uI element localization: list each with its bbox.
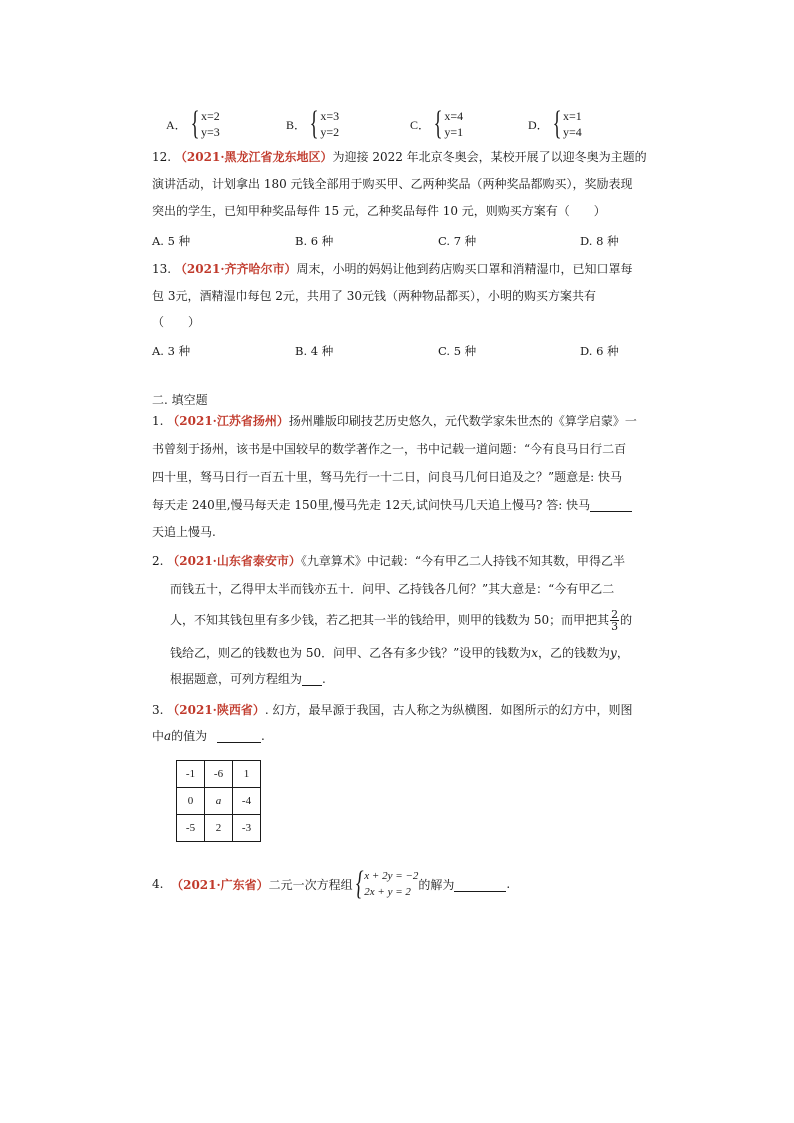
- f1-line-5: 天追上慢马.: [152, 525, 216, 539]
- f2-line-5: 根据题意，可列方程组为 .: [170, 672, 326, 686]
- f3-source: （2021·陕西省）: [167, 703, 265, 717]
- magic-cell: 0: [177, 788, 205, 815]
- magic-cell: -6: [205, 761, 233, 788]
- brace-icon: {: [433, 105, 443, 142]
- q13-source: （2021·齐齐哈尔市）: [174, 262, 297, 276]
- q11-option-c: C． { x=4 y=1: [410, 105, 464, 142]
- f4-source: （2021·广东省）: [171, 877, 269, 892]
- q13-option-d: D. 6 种: [580, 344, 619, 358]
- q11-option-d: D． { x=1 y=4: [528, 105, 582, 142]
- q12-line-1: 12. （2021·黑龙江省龙东地区）为迎接 2022 年北京冬奥会，某校开展了以迎冬奥为主题的: [152, 150, 647, 164]
- q11-option-a: A． { x=2 y=3: [166, 105, 220, 142]
- fraction-two-thirds: $\frac{2}{3}$: [611, 608, 619, 633]
- magic-cell: -4: [233, 788, 261, 815]
- f1-source: （2021·江苏省扬州）: [167, 414, 289, 428]
- f1-answer-blank[interactable]: [590, 511, 632, 512]
- q13-line-3: （ ）: [152, 315, 201, 329]
- q12-option-b: B. 6 种: [295, 234, 334, 248]
- section-title: 二. 填空题: [152, 393, 208, 407]
- table-row: [177, 761, 261, 788]
- f1-line-4: 每天走 240里,慢马每天走 150里,慢马先走 12天,试问快马几天追上慢马? 答: 快马: [152, 498, 632, 512]
- q13-option-a: A. 3 种: [152, 344, 191, 358]
- magic-cell: 1: [233, 761, 261, 788]
- magic-cell: -5: [177, 815, 205, 842]
- f1-line-1: 1. （2021·江苏省扬州）扬州雕版印刷技艺历史悠久，元代数学家朱世杰的《算学启蒙》一: [152, 414, 637, 428]
- q12-option-d: D. 8 种: [580, 234, 619, 248]
- q12-option-c: C. 7 种: [438, 234, 477, 248]
- q12-line-3: 突出的学生，已知甲种奖品每件 15 元，乙种奖品每件 10 元，则购买方案有（ ）: [152, 204, 606, 218]
- f2-line-3: 人，不知其钱包里有多少钱，若乙把其一半的钱给甲，则甲的钱数为 50；而甲把其 $\frac{2}{3}$ 的: [170, 608, 633, 633]
- magic-cell: -3: [233, 815, 261, 842]
- f4-line: 4. （2021·广东省） 二元一次方程组 { x + 2y = −2 2x + y = 2 的解为 .: [152, 865, 511, 902]
- f2-line-4: 钱给乙，则乙的钱数也为 50．问甲、乙各有多少钱？”设甲的钱数为x，乙的钱数为y，: [170, 646, 629, 660]
- q12-line-2: 演讲活动，计划拿出 180 元钱全部用于购买甲、乙两种奖品（两种奖品都购买），奖励表现: [152, 177, 633, 191]
- f3-answer-blank[interactable]: [217, 742, 261, 743]
- q13-option-b: B. 4 种: [295, 344, 334, 358]
- f1-line-2: 书曾刻于扬州，该书是中国较早的数学著作之一，书中记载一道问题：“今有良马日行二百: [152, 442, 627, 456]
- f4-equation-system: { x + 2y = −2 2x + y = 2: [355, 865, 419, 902]
- q13-option-c: C. 5 种: [438, 344, 477, 358]
- magic-cell: a: [205, 788, 233, 815]
- q11-option-b: B． { x=3 y=2: [286, 105, 340, 142]
- table-row: [177, 788, 261, 815]
- magic-square: [176, 760, 261, 842]
- q13-line-2: 包 3元，酒精湿巾每包 2元，共用了 30元钱（两种物品都买），小明的购买方案共有: [152, 289, 596, 303]
- f1-line-3: 四十里，驽马日行一百五十里，驽马先行一十二日，问良马几何日追及之？”题意是: 快马: [152, 470, 622, 484]
- f2-source: （2021·山东省泰安市）: [167, 554, 301, 568]
- brace-icon: {: [309, 105, 319, 142]
- magic-cell: -1: [177, 761, 205, 788]
- f2-line-1: 2. （2021·山东省泰安市）《九章算术》中记载：“今有甲乙二人持钱不知其数，甲得乙半: [152, 554, 625, 568]
- f2-answer-blank[interactable]: [302, 685, 322, 686]
- q12-source: （2021·黑龙江省龙东地区）: [174, 150, 333, 164]
- brace-icon: {: [552, 105, 562, 142]
- f3-line-2: 中a的值为 .: [152, 729, 265, 743]
- brace-icon: {: [190, 105, 200, 142]
- q12-option-a: A. 5 种: [152, 234, 191, 248]
- magic-cell: 2: [205, 815, 233, 842]
- q13-line-1: 13. （2021·齐齐哈尔市）周末，小明的妈妈让他到药店购买口罩和消精湿巾，已知口罩每: [152, 262, 633, 276]
- table-row: [177, 815, 261, 842]
- f3-line-1: 3. （2021·陕西省）. 幻方，最早源于我国，古人称之为纵横图．如图所示的幻方中，则图: [152, 703, 633, 717]
- f2-line-2: 而钱五十，乙得甲太半而钱亦五十．问甲、乙持钱各几何？”其大意是：“今有甲乙二: [170, 582, 615, 596]
- f4-answer-blank[interactable]: [454, 877, 506, 892]
- brace-icon: {: [355, 865, 364, 902]
